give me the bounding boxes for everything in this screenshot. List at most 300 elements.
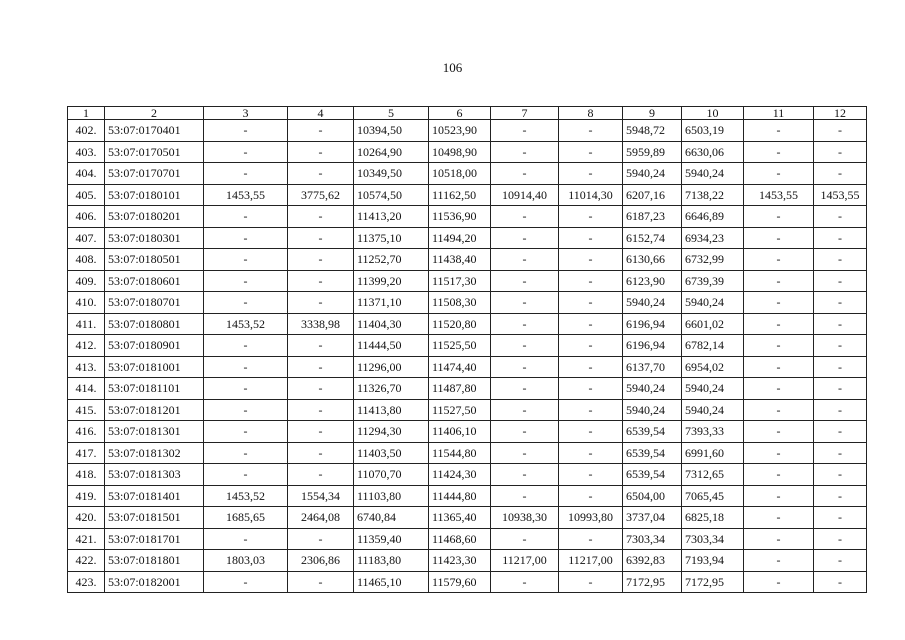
table-cell: - xyxy=(814,141,867,163)
table-cell: - xyxy=(744,292,814,314)
table-cell: 53:07:0181001 xyxy=(105,356,204,378)
table-cell: 11413,80 xyxy=(354,399,429,421)
table-cell: - xyxy=(744,356,814,378)
table-cell: - xyxy=(491,206,559,228)
table-cell: - xyxy=(204,528,288,550)
table-cell: - xyxy=(491,464,559,486)
table-cell: 5940,24 xyxy=(682,163,744,185)
table-cell: 5940,24 xyxy=(682,292,744,314)
table-cell: 53:07:0181401 xyxy=(105,485,204,507)
table-cell: - xyxy=(491,270,559,292)
table-cell: 11371,10 xyxy=(354,292,429,314)
table-cell: - xyxy=(204,356,288,378)
table-cell: 6991,60 xyxy=(682,442,744,464)
table-cell: 11525,50 xyxy=(429,335,491,357)
table-cell: 10518,00 xyxy=(429,163,491,185)
table-cell: - xyxy=(559,442,623,464)
table-cell: - xyxy=(814,335,867,357)
table-cell: - xyxy=(559,356,623,378)
table-cell: 53:07:0170701 xyxy=(105,163,204,185)
table-cell: 10574,50 xyxy=(354,184,429,206)
table-cell: - xyxy=(559,421,623,443)
table-cell: 6137,70 xyxy=(623,356,682,378)
table-cell: 6123,90 xyxy=(623,270,682,292)
table-cell: - xyxy=(204,335,288,357)
table-cell: 404. xyxy=(68,163,105,185)
table-cell: - xyxy=(814,378,867,400)
table-cell: 7303,34 xyxy=(682,528,744,550)
table-cell: - xyxy=(559,571,623,593)
table-cell: 413. xyxy=(68,356,105,378)
table-cell: - xyxy=(559,399,623,421)
table-cell: 11403,50 xyxy=(354,442,429,464)
table-cell: 406. xyxy=(68,206,105,228)
table-cell: 53:07:0180101 xyxy=(105,184,204,206)
table-cell: 53:07:0181303 xyxy=(105,464,204,486)
table-cell: - xyxy=(491,292,559,314)
table-row xyxy=(68,335,867,357)
table-cell: 412. xyxy=(68,335,105,357)
table-cell: - xyxy=(288,421,354,443)
table-cell: - xyxy=(288,464,354,486)
table-cell: - xyxy=(814,571,867,593)
table-cell: 6740,84 xyxy=(354,507,429,529)
table-cell: 6504,00 xyxy=(623,485,682,507)
table-cell: 5948,72 xyxy=(623,120,682,142)
table-cell: - xyxy=(744,442,814,464)
table-cell: - xyxy=(559,141,623,163)
table-cell: 7172,95 xyxy=(623,571,682,593)
table-cell: - xyxy=(814,356,867,378)
column-header: 8 xyxy=(559,107,623,120)
table-cell: 10498,90 xyxy=(429,141,491,163)
table-cell: 11404,30 xyxy=(354,313,429,335)
table-cell: 415. xyxy=(68,399,105,421)
table-cell: 53:07:0180701 xyxy=(105,292,204,314)
table-row xyxy=(68,141,867,163)
table-row xyxy=(68,550,867,572)
table-cell: 1685,65 xyxy=(204,507,288,529)
table-cell: 6646,89 xyxy=(682,206,744,228)
table-cell: - xyxy=(814,442,867,464)
table-cell: - xyxy=(491,227,559,249)
table-cell: 418. xyxy=(68,464,105,486)
table-cell: - xyxy=(204,141,288,163)
table-cell: 53:07:0181801 xyxy=(105,550,204,572)
table-cell: 53:07:0181101 xyxy=(105,378,204,400)
table-cell: 6539,54 xyxy=(623,421,682,443)
table-cell: - xyxy=(744,249,814,271)
table-cell: - xyxy=(288,249,354,271)
table-cell: - xyxy=(288,163,354,185)
table-cell: - xyxy=(491,485,559,507)
table-cell: 11468,60 xyxy=(429,528,491,550)
table-cell: - xyxy=(744,507,814,529)
table-cell: 5940,24 xyxy=(623,292,682,314)
table-cell: 11217,00 xyxy=(491,550,559,572)
table-row xyxy=(68,120,867,142)
table-cell: - xyxy=(814,227,867,249)
table-cell: 11444,80 xyxy=(429,485,491,507)
table-cell: - xyxy=(204,571,288,593)
table-cell: - xyxy=(204,120,288,142)
table-cell: 3737,04 xyxy=(623,507,682,529)
table-cell: 11359,40 xyxy=(354,528,429,550)
table-cell: 53:07:0180801 xyxy=(105,313,204,335)
table-cell: - xyxy=(744,120,814,142)
table-cell: 53:07:0181501 xyxy=(105,507,204,529)
table-cell: 1453,52 xyxy=(204,485,288,507)
column-header: 4 xyxy=(288,107,354,120)
table-cell: 11252,70 xyxy=(354,249,429,271)
table-cell: - xyxy=(491,356,559,378)
table-cell: 6601,02 xyxy=(682,313,744,335)
table-cell: 7393,33 xyxy=(682,421,744,443)
table-cell: 6207,16 xyxy=(623,184,682,206)
table-cell: 423. xyxy=(68,571,105,593)
table-cell: 53:07:0181701 xyxy=(105,528,204,550)
table-cell: 11487,80 xyxy=(429,378,491,400)
table-cell: 3338,98 xyxy=(288,313,354,335)
table-row xyxy=(68,184,867,206)
table-cell: 11438,40 xyxy=(429,249,491,271)
table-cell: 11517,30 xyxy=(429,270,491,292)
column-header: 6 xyxy=(429,107,491,120)
table-cell: - xyxy=(814,399,867,421)
table-row xyxy=(68,163,867,185)
table-cell: 402. xyxy=(68,120,105,142)
table-cell: 11413,20 xyxy=(354,206,429,228)
table-row xyxy=(68,464,867,486)
table-cell: - xyxy=(288,227,354,249)
table-cell: 11375,10 xyxy=(354,227,429,249)
table-cell: 11326,70 xyxy=(354,378,429,400)
table-cell: - xyxy=(491,528,559,550)
table-cell: - xyxy=(491,163,559,185)
table-cell: 6196,94 xyxy=(623,313,682,335)
table-cell: 53:07:0181301 xyxy=(105,421,204,443)
column-header: 7 xyxy=(491,107,559,120)
table-row xyxy=(68,571,867,593)
table-cell: 6539,54 xyxy=(623,442,682,464)
table-cell: - xyxy=(288,270,354,292)
table-cell: - xyxy=(814,292,867,314)
table-cell: 6954,02 xyxy=(682,356,744,378)
table-cell: - xyxy=(559,528,623,550)
table-cell: - xyxy=(204,442,288,464)
table-cell: 53:07:0182001 xyxy=(105,571,204,593)
table-cell: 1453,55 xyxy=(814,184,867,206)
table-cell: 1554,34 xyxy=(288,485,354,507)
table-cell: - xyxy=(744,227,814,249)
table-cell: - xyxy=(559,249,623,271)
table-cell: - xyxy=(814,313,867,335)
table-cell: 408. xyxy=(68,249,105,271)
table-cell: - xyxy=(491,421,559,443)
table-cell: 11296,00 xyxy=(354,356,429,378)
table-cell: 407. xyxy=(68,227,105,249)
table-cell: - xyxy=(744,550,814,572)
table-cell: - xyxy=(491,313,559,335)
table-cell: - xyxy=(559,206,623,228)
table-cell: - xyxy=(288,120,354,142)
page-number: 106 xyxy=(442,60,463,75)
table-cell: 53:07:0180901 xyxy=(105,335,204,357)
table-row xyxy=(68,378,867,400)
table-cell: - xyxy=(204,378,288,400)
table-cell: 10938,30 xyxy=(491,507,559,529)
table-row xyxy=(68,356,867,378)
table-cell: - xyxy=(744,485,814,507)
table-cell: - xyxy=(559,335,623,357)
table-cell: 6392,83 xyxy=(623,550,682,572)
table-cell: - xyxy=(288,206,354,228)
table-cell: 11399,20 xyxy=(354,270,429,292)
table-cell: - xyxy=(814,507,867,529)
table-cell: 410. xyxy=(68,292,105,314)
table-cell: 6130,66 xyxy=(623,249,682,271)
table-cell: - xyxy=(491,141,559,163)
table-cell: 11070,70 xyxy=(354,464,429,486)
table-row xyxy=(68,485,867,507)
column-header: 9 xyxy=(623,107,682,120)
table-cell: - xyxy=(559,485,623,507)
table-cell: 409. xyxy=(68,270,105,292)
table-cell: 5940,24 xyxy=(682,378,744,400)
table-cell: 11217,00 xyxy=(559,550,623,572)
table-cell: 417. xyxy=(68,442,105,464)
table-cell: - xyxy=(744,270,814,292)
table-cell: 11527,50 xyxy=(429,399,491,421)
table-cell: - xyxy=(204,399,288,421)
table-cell: 11014,30 xyxy=(559,184,623,206)
table-cell: 416. xyxy=(68,421,105,443)
table-row xyxy=(68,292,867,314)
table-cell: - xyxy=(491,120,559,142)
table-cell: - xyxy=(491,442,559,464)
table-cell: 5940,24 xyxy=(623,378,682,400)
table-cell: - xyxy=(559,163,623,185)
table-cell: 11183,80 xyxy=(354,550,429,572)
table-row xyxy=(68,507,867,529)
table-cell: 6187,23 xyxy=(623,206,682,228)
table-cell: 2306,86 xyxy=(288,550,354,572)
table-cell: 2464,08 xyxy=(288,507,354,529)
table-cell: 420. xyxy=(68,507,105,529)
table-cell: - xyxy=(814,120,867,142)
table-cell: 11444,50 xyxy=(354,335,429,357)
table-cell: - xyxy=(814,528,867,550)
table-cell: - xyxy=(559,292,623,314)
table-cell: 1453,55 xyxy=(744,184,814,206)
table-cell: - xyxy=(744,399,814,421)
table-cell: - xyxy=(744,571,814,593)
table-cell: - xyxy=(744,163,814,185)
table-cell: 7172,95 xyxy=(682,571,744,593)
table-cell: - xyxy=(288,399,354,421)
table-cell: 10523,90 xyxy=(429,120,491,142)
table-cell: - xyxy=(204,464,288,486)
table-cell: 6739,39 xyxy=(682,270,744,292)
table-cell: 53:07:0181201 xyxy=(105,399,204,421)
table-cell: 1803,03 xyxy=(204,550,288,572)
table-cell: 11365,40 xyxy=(429,507,491,529)
table-cell: - xyxy=(814,249,867,271)
table-cell: 6825,18 xyxy=(682,507,744,529)
table-cell: 6503,19 xyxy=(682,120,744,142)
table-cell: - xyxy=(744,313,814,335)
table-cell: 405. xyxy=(68,184,105,206)
table-cell: 5940,24 xyxy=(682,399,744,421)
table-cell: - xyxy=(204,249,288,271)
table-cell: - xyxy=(204,163,288,185)
table-cell: - xyxy=(288,571,354,593)
table-cell: - xyxy=(288,378,354,400)
table-cell: - xyxy=(491,378,559,400)
table-row xyxy=(68,442,867,464)
table-cell: - xyxy=(288,442,354,464)
table-cell: 1453,55 xyxy=(204,184,288,206)
table-row xyxy=(68,270,867,292)
column-header: 1 xyxy=(68,107,105,120)
table-cell: 11579,60 xyxy=(429,571,491,593)
table-cell: - xyxy=(814,550,867,572)
table-cell: - xyxy=(204,227,288,249)
table-cell: 7138,22 xyxy=(682,184,744,206)
table-cell: - xyxy=(204,206,288,228)
column-header: 3 xyxy=(204,107,288,120)
table-cell: 6934,23 xyxy=(682,227,744,249)
table-cell: 11474,40 xyxy=(429,356,491,378)
table-body xyxy=(68,120,867,593)
table-cell: 11294,30 xyxy=(354,421,429,443)
table-cell: - xyxy=(204,270,288,292)
column-header: 2 xyxy=(105,107,204,120)
table-cell: - xyxy=(559,464,623,486)
table-cell: - xyxy=(204,421,288,443)
table-cell: 7193,94 xyxy=(682,550,744,572)
table-cell: 414. xyxy=(68,378,105,400)
table-cell: 11423,30 xyxy=(429,550,491,572)
table-cell: - xyxy=(814,464,867,486)
table-cell: 11544,80 xyxy=(429,442,491,464)
table-cell: - xyxy=(744,421,814,443)
column-header: 12 xyxy=(814,107,867,120)
column-header: 11 xyxy=(744,107,814,120)
table-cell: - xyxy=(559,227,623,249)
table-row xyxy=(68,421,867,443)
table-cell: 1453,52 xyxy=(204,313,288,335)
table-cell: 5959,89 xyxy=(623,141,682,163)
table-cell: - xyxy=(288,292,354,314)
table-cell: 53:07:0180301 xyxy=(105,227,204,249)
table-cell: - xyxy=(559,313,623,335)
table-cell: 6196,94 xyxy=(623,335,682,357)
table-cell: 53:07:0180601 xyxy=(105,270,204,292)
table-cell: - xyxy=(491,249,559,271)
table-cell: 7312,65 xyxy=(682,464,744,486)
table-cell: 53:07:0181302 xyxy=(105,442,204,464)
table-cell: - xyxy=(288,356,354,378)
header-row xyxy=(68,107,867,120)
table-cell: 10349,50 xyxy=(354,163,429,185)
table-cell: - xyxy=(288,141,354,163)
table-cell: 11162,50 xyxy=(429,184,491,206)
table-cell: 3775,62 xyxy=(288,184,354,206)
table-cell: 6732,99 xyxy=(682,249,744,271)
table-cell: 11508,30 xyxy=(429,292,491,314)
table-cell: - xyxy=(814,485,867,507)
table-cell: 6152,74 xyxy=(623,227,682,249)
table-cell: - xyxy=(814,206,867,228)
table-cell: 53:07:0180201 xyxy=(105,206,204,228)
table-cell: - xyxy=(814,270,867,292)
table-cell: 6539,54 xyxy=(623,464,682,486)
table-cell: - xyxy=(744,464,814,486)
table-cell: 422. xyxy=(68,550,105,572)
table-cell: 7303,34 xyxy=(623,528,682,550)
table-cell: 11103,80 xyxy=(354,485,429,507)
table-cell: - xyxy=(814,163,867,185)
table-cell: - xyxy=(288,528,354,550)
table-cell: - xyxy=(744,378,814,400)
table-cell: 53:07:0180501 xyxy=(105,249,204,271)
table-cell: - xyxy=(744,335,814,357)
table-cell: 53:07:0170501 xyxy=(105,141,204,163)
table-cell: 403. xyxy=(68,141,105,163)
table-cell: 10914,40 xyxy=(491,184,559,206)
data-table xyxy=(67,106,867,593)
table-cell: - xyxy=(814,421,867,443)
table-cell: - xyxy=(204,292,288,314)
table-row xyxy=(68,313,867,335)
table-cell: 411. xyxy=(68,313,105,335)
table-cell: 419. xyxy=(68,485,105,507)
table-cell: - xyxy=(744,141,814,163)
table-cell: 11406,10 xyxy=(429,421,491,443)
table-row xyxy=(68,249,867,271)
table-cell: - xyxy=(491,335,559,357)
table-header xyxy=(68,107,867,120)
table-cell: 6782,14 xyxy=(682,335,744,357)
table-cell: - xyxy=(744,206,814,228)
table-row xyxy=(68,528,867,550)
table-cell: - xyxy=(491,399,559,421)
table-cell: - xyxy=(559,378,623,400)
column-header: 5 xyxy=(354,107,429,120)
table-row xyxy=(68,206,867,228)
column-header: 10 xyxy=(682,107,744,120)
table-row xyxy=(68,399,867,421)
table-cell: - xyxy=(744,528,814,550)
table-cell: 5940,24 xyxy=(623,163,682,185)
table-cell: - xyxy=(288,335,354,357)
table-cell: 10993,80 xyxy=(559,507,623,529)
table-cell: 421. xyxy=(68,528,105,550)
table-row xyxy=(68,227,867,249)
table-cell: 10264,90 xyxy=(354,141,429,163)
table-cell: 6630,06 xyxy=(682,141,744,163)
table-cell: 11424,30 xyxy=(429,464,491,486)
table-cell: 11465,10 xyxy=(354,571,429,593)
table-cell: 53:07:0170401 xyxy=(105,120,204,142)
table-cell: - xyxy=(491,571,559,593)
table-cell: 7065,45 xyxy=(682,485,744,507)
table-cell: 10394,50 xyxy=(354,120,429,142)
table-cell: 11520,80 xyxy=(429,313,491,335)
table-cell: 5940,24 xyxy=(623,399,682,421)
table-cell: 11536,90 xyxy=(429,206,491,228)
